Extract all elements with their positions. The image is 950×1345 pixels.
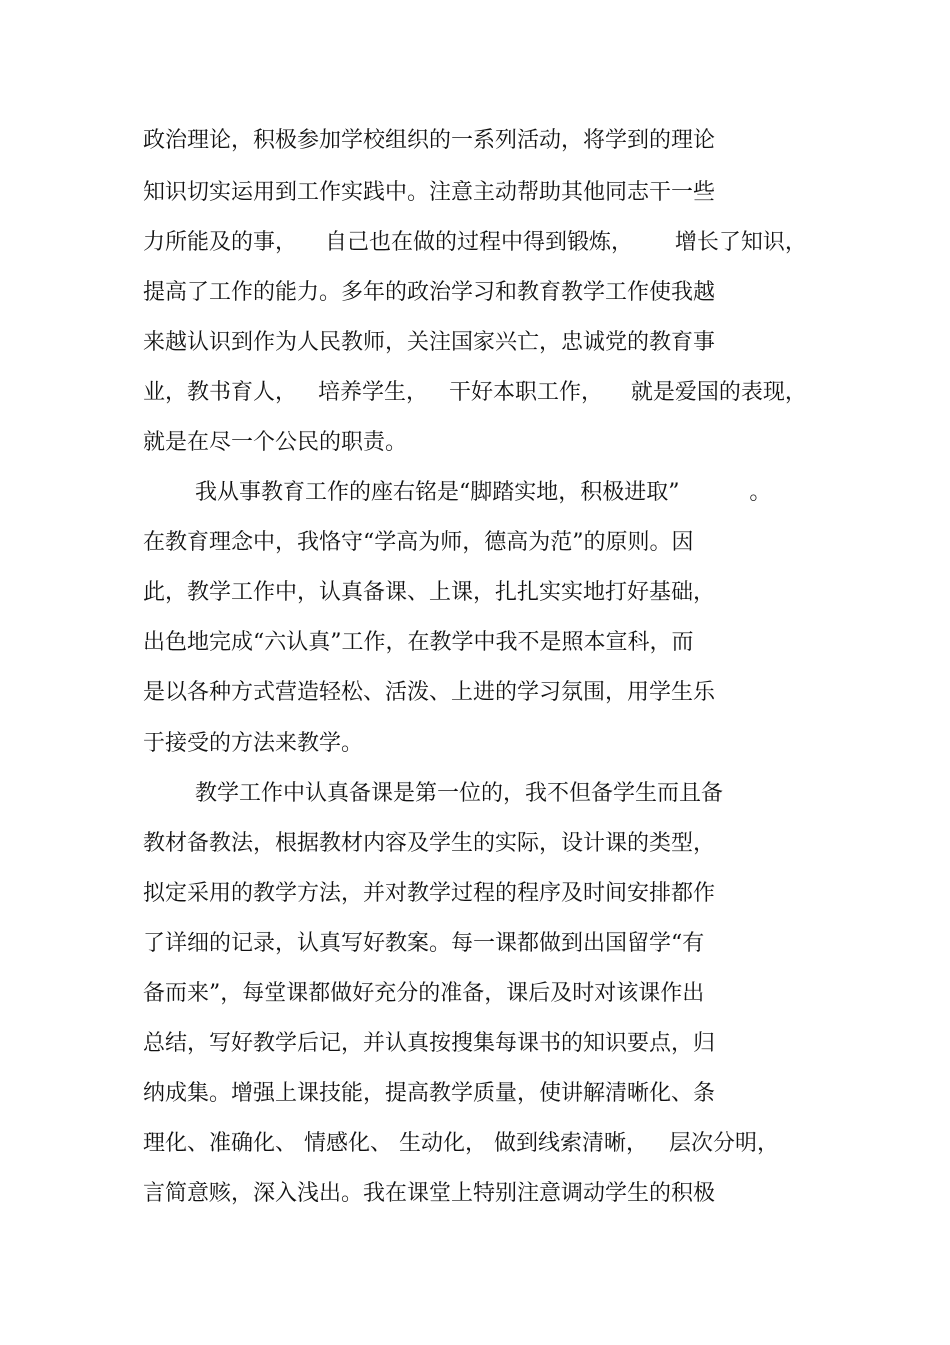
text-line: 备而来”，每堂课都做好充分的准备，课后及时对该课作出 [143,981,705,1006]
text-line: 力所能及的事， 自己也在做的过程中得到锻炼， 增长了知识， [143,230,807,255]
text-line: 知识切实运用到工作实践中。注意主动帮助其他同志干一些 [143,180,716,205]
text-line: 纳成集。增强上课技能，提高教学质量，使讲解清晰化、条 [143,1081,716,1106]
text-line: 提高了工作的能力。多年的政治学习和教育教学工作使我越 [143,280,716,305]
text-line: 了详细的记录，认真写好教案。每一课都做到出国留学“有 [143,931,705,956]
text-line: 就是在尽一个公民的职责。 [143,430,408,455]
text-line: 理化、准确化、 情感化、 生动化， 做到线索清晰， 层次分明， [143,1131,779,1156]
text-line: 此，教学工作中，认真备课、上课，扎扎实实地打好基础， [143,580,716,605]
text-line: 总结，写好教学后记，并认真按搜集每课书的知识要点，归 [143,1031,716,1056]
text-line: 是以各种方式营造轻松、活泼、上进的学习氛围，用学生乐 [143,680,716,705]
text-line: 来越认识到作为人民教师，关注国家兴亡，忠诚党的教育事 [143,330,716,355]
text-line: 教材备教法，根据教材内容及学生的实际，设计课的类型， [143,831,716,856]
text-line: 于接受的方法来教学。 [143,731,364,756]
text-line: 言简意赅，深入浅出。我在课堂上特别注意调动学生的积极 [143,1181,716,1206]
text-line: 业，教书育人， 培养学生， 干好本职工作， 就是爱国的表现， [143,380,807,405]
text-line: 拟定采用的教学方法，并对教学过程的程序及时间安排都作 [143,881,716,906]
paragraph-first-line: 我从事教育工作的座右铭是“脚踏实地，积极进取” 。 [195,480,772,505]
text-line: 政治理论，积极参加学校组织的一系列活动，将学到的理论 [143,128,716,153]
text-line: 在教育理念中，我恪守“学高为师，德高为范”的原则。因 [143,530,694,555]
paragraph-first-line: 教学工作中认真备课是第一位的，我不但备学生而且备 [195,781,724,806]
text-line: 出色地完成“六认真”工作，在教学中我不是照本宣科，而 [143,630,694,655]
